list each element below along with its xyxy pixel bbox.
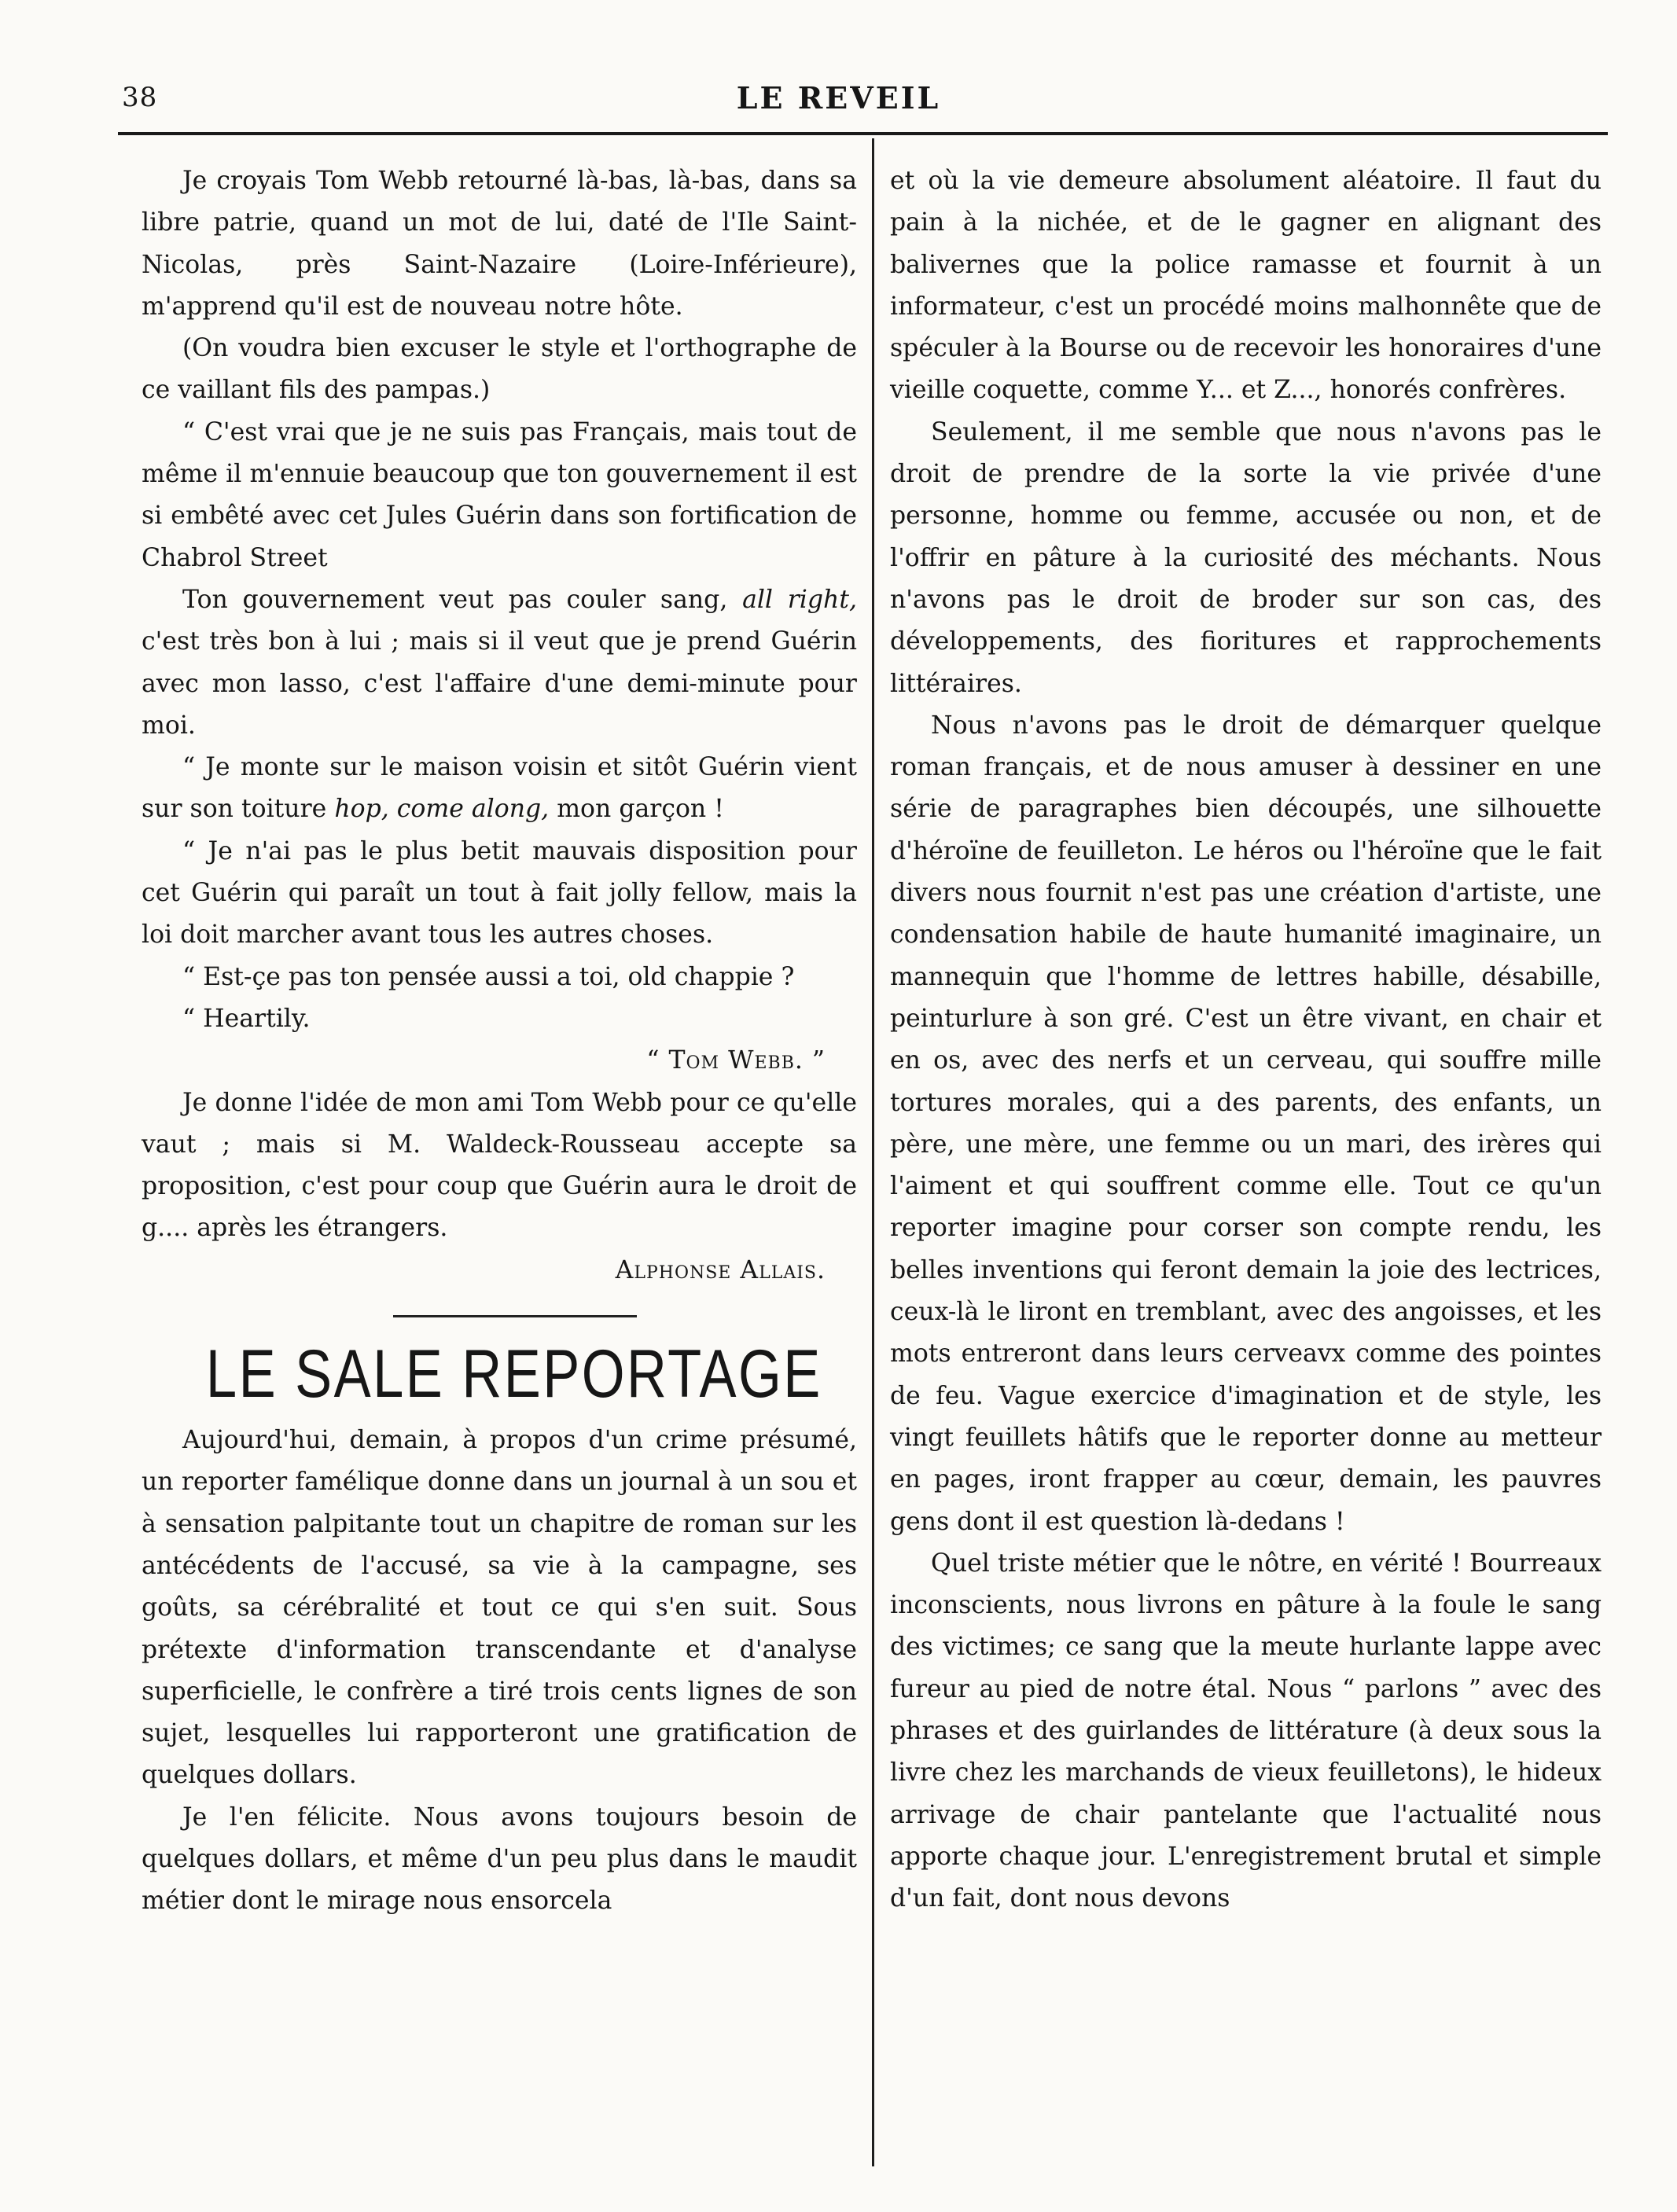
right-column <box>890 160 1602 1920</box>
signature-text: Alphonse Allais. <box>615 1255 826 1284</box>
article-headline: LE SALE REPORTAGE <box>205 1336 822 1413</box>
paragraph: Je donne l'idée de mon ami Tom Webb pour ce qu'elle vaut ; mais si M. Waldeck-Rousseau accepte sa proposition, c'est pour coup que Guérin aura le droit de g.... après les étrangers. <box>142 1088 857 1243</box>
paragraph: Seulement, il me semble que nous n'avons pas le droit de prendre de la sorte la vie privée d'une personne, homme ou femme, accusée ou non, et de l'offrir en pâture à la curiosité des méchants. Nous n'avons pas le droit de broder sur son cas, des développements, des fioritures et rapprochements littéraires. <box>890 417 1602 698</box>
paragraph: Nous n'avons pas le droit de démarquer quelque roman français, et de nous amuser à dessiner en une série de paragraphes bien découpés, une silhouette d'héroïne de feuilleton. Le héros ou l'héroïne que le fait divers nous fournit n'est pas une création d'artiste, une condensation habile de haute humanité imaginaire, un mannequin que l'homme de lettres habille, désabille, peinturlure à son gré. C'est un être vivant, en chair et en os, avec des nerfs et un cerveau, qui souffre mille tortures morales, qui a des parents, des enfants, un père, une mère, une femme ou un mari, des irères qui l'aiment et qui souffrent comme elle. Tout ce qu'un reporter imagine pour corser son compte rendu, les belles inventions qui feront demain la joie des lectrices, ceux-là le liront en tremblant, avec des angoisses, et les mots entreront dans leurs cerveavx comme des pointes de feu. Vague exercice d'imagination et de style, les vingt feuillets hâtifs que le reporter donne au metteur en pages, iront frapper au cœur, demain, les pauvres gens dont il est question là-dedans ! <box>890 711 1602 1536</box>
paragraph: “ Je n'ai pas le plus betit mauvais disposition pour cet Guérin qui paraît un tout à fait jolly fellow, mais la loi doit marcher avant tous les autres choses. <box>142 836 857 950</box>
paragraph: (On voudra bien excuser le style et l'orthographe de ce vaillant fils des pampas.) <box>142 334 857 405</box>
paragraph: “ C'est vrai que je ne suis pas Français, mais tout de même il m'ennuie beaucoup que ton gouvernement il est si embêté avec cet Jules Guérin dans son fortification de Chabrol Street <box>142 417 857 572</box>
paragraph: “ Est-çe pas ton pensée aussi a toi, old chappie ? <box>182 962 795 991</box>
article-separator <box>393 1315 637 1317</box>
author-signature <box>142 1250 857 1292</box>
column-rule <box>872 138 874 2166</box>
text-run: Ton gouvernement veut pas couler sang, <box>182 585 728 614</box>
paragraph <box>142 747 857 831</box>
text-run: c'est très bon à lui ; mais si il veut que je prend Guérin avec mon lasso, c'est l'affaire d'une demi-minute pour moi. <box>142 627 857 740</box>
paragraph: et où la vie demeure absolument aléatoire. Il faut du pain à la nichée, et de le gagner en alignant des balivernes que la police ramasse et fournit à un informateur, c'est un procédé moins malhonnête que de spéculer à la Bourse ou de recevoir les honoraires d'une vieille coquette, comme Y... et Z..., honorés confrères. <box>890 167 1602 405</box>
paragraph: “ Heartily. <box>182 1004 311 1033</box>
page-number: 38 <box>122 82 158 113</box>
letter-signature <box>142 1040 857 1082</box>
paragraph: Aujourd'hui, demain, à propos d'un crime présumé, un reporter famélique donne dans un journal à un sou et à sensation palpitante tout un chapitre de roman sur les antécédents de l'accusé, sa vie à la campagne, ses goûts, sa cérébralité et tout ce qui s'en suit. Sous prétexte d'information transcendante et d'analyse superficielle, le confrère a tiré trois cents lignes de son sujet, lesquelles lui rapporteront une gratification de quelques dollars. <box>142 1426 857 1790</box>
header-rule <box>118 132 1608 135</box>
italic-phrase: all right, <box>742 585 857 614</box>
italic-phrase: hop, come along, <box>334 795 550 824</box>
paragraph: Je croyais Tom Webb retourné là-bas, là-bas, dans sa libre patrie, quand un mot de lui, daté de l'Ile Saint-Nicolas, près Saint-Nazaire (Loire-Inférieure), m'apprend qu'il est de nouveau notre hôte. <box>142 167 857 321</box>
left-column <box>142 160 857 1923</box>
masthead: LE REVEIL <box>736 80 941 116</box>
text-run: “ Je monte sur le maison voisin et sitôt Guérin vient sur son toiture <box>142 753 857 824</box>
signature-text: “ Tom Webb. ” <box>646 1046 826 1075</box>
paragraph: Je l'en félicite. Nous avons toujours besoin de quelques dollars, et même d'un peu plus dans le maudit métier dont le mirage nous ensorcela <box>142 1802 857 1916</box>
paragraph: Quel triste métier que le nôtre, en vérité ! Bourreaux inconscients, nous livrons en pâture à la foule le sang des victimes; ce sang que la meute hurlante lappe avec fureur au pied de notre étal. Nous “ parlons ” avec des phrases et des guirlandes de littérature (à deux sous la livre chez les marchands de vieux feuilletons), le hideux arrivage de chair pantelante que l'actualité nous apporte chaque jour. L'enregistrement brutal et simple d'un fait, dont nous devons <box>890 1549 1602 1913</box>
text-run: mon garçon ! <box>557 795 724 824</box>
paragraph <box>142 579 857 747</box>
